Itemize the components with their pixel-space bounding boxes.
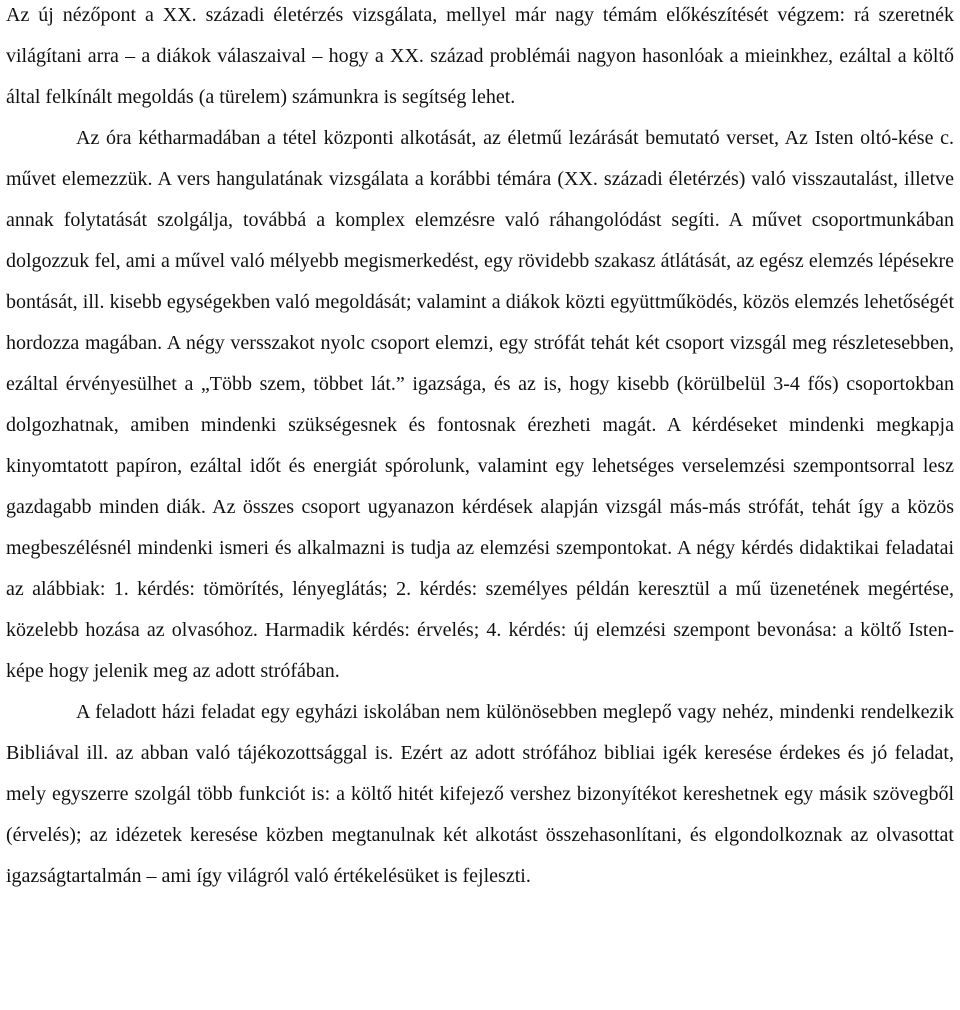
- paragraph-new-perspective: Az új nézőpont a XX. századi életérzés vizsgálata, mellyel már nagy témám előkészítését végzem: rá szeretnék világítani arra – a diákok válaszaival – hogy a XX. század problémái nagyon hasonlóak a mieinkhez, ezáltal a költő által felkínált megoldás (a türelem) számunkra is segítség lehet.: [6, 4, 954, 108]
- paragraph-lesson-analysis: Az óra kétharmadában a tétel központi alkotását, az életmű lezárását bemutató verset, Az Isten oltó-kése c. művet elemezzük. A vers hangulatának vizsgálata a korábbi témára (XX. századi életérzés) való visszautalást, illetve annak folytatását szolgálja, továbbá a komplex elemzésre való ráhangolódást segíti. A művet csoportmunkában dolgozzuk fel, ami a művel való mélyebb megismerkedést, egy rövidebb szakasz átlátását, az egész elemzés lépésekre bontását, ill. kisebb egységekben való megoldását; valamint a diákok közti együttműködés, közös elemzés lehetőségét hordozza magában. A négy versszakot nyolc csoport elemzi, egy strófát tehát két csoport vizsgál meg részletesebben, ezáltal érvényesülhet a „Több szem, többet lát.” igazsága, és az is, hogy kisebb (körülbelül 3-4 fős) csoportokban dolgozhatnak, amiben mindenki szükségesnek és fontosnak érezheti magát. A kérdéseket mindenki megkapja kinyomtatott papíron, ezáltal időt és energiát spórolunk, valamint egy lehetséges verselemzési szempontsorral lesz gazdagabb minden diák. Az összes csoport ugyanazon kérdések alapján vizsgál más-más strófát, tehát így a közös megbeszélésnél mindenki ismeri és alkalmazni is tudja az elemzési szempontokat. A négy kérdés didaktikai feladatai az alábbiak: 1. kérdés: tömörítés, lényeglátás; 2. kérdés: személyes példán keresztül a mű üzenetének megértése, közelebb hozása az olvasóhoz. Harmadik kérdés: érvelés; 4. kérdés: új elemzési szempont bevonása: a költő Isten-képe hogy jelenik meg az adott strófában.: [6, 127, 954, 682]
- paragraph-homework: A feladott házi feladat egy egyházi iskolában nem különösebben meglepő vagy nehéz, mindenki rendelkezik Bibliával ill. az abban való tájékozottsággal is. Ezért az adott strófához bibliai igék keresése érdekes és jó feladat, mely egyszerre szolgál több funkciót is: a költő hitét kifejező vershez bizonyítékot kereshetnek egy másik szövegből (érvelés); az idézetek keresése közben megtanulnak két alkotást összehasonlítani, és elgondolkoznak az olvasottat igazságtartalmán – ami így világról való értékelésüket is fejleszti.: [6, 701, 954, 887]
